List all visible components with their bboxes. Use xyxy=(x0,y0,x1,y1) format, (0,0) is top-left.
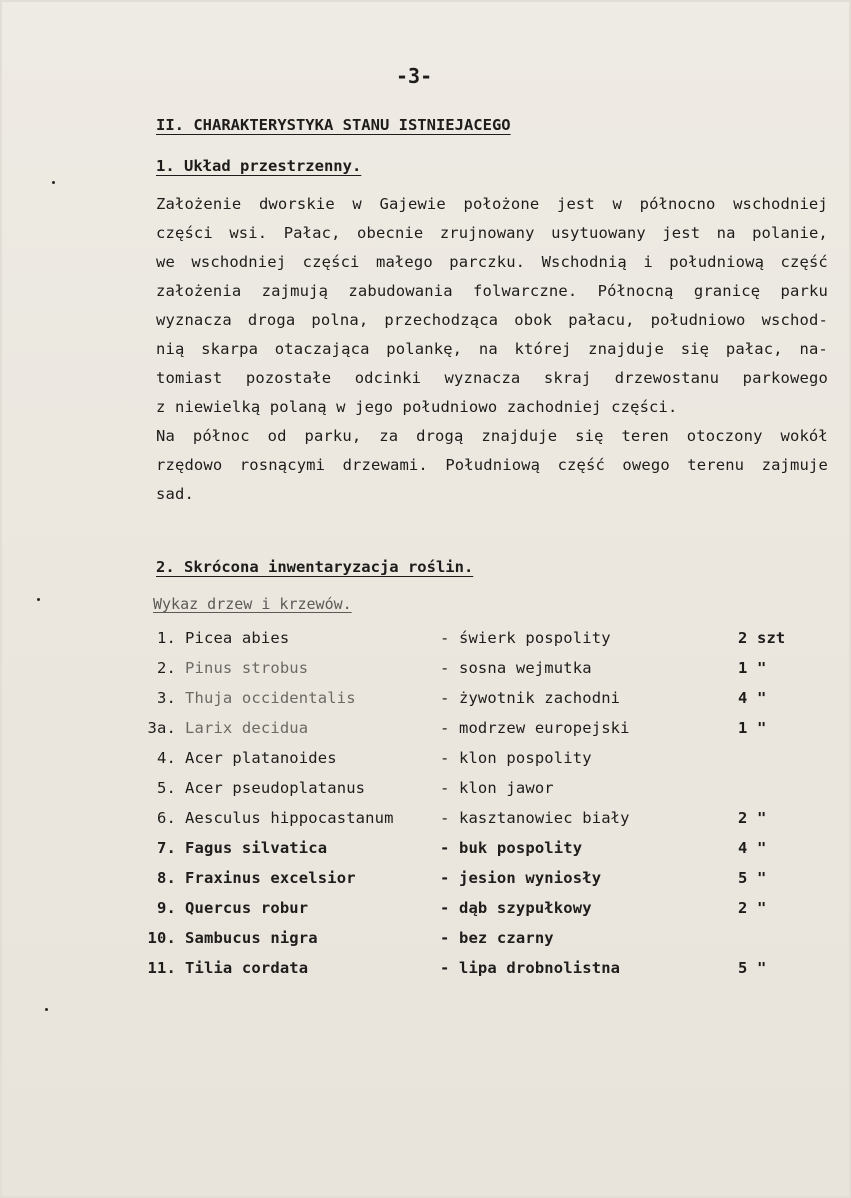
polish-name: - świerk pospolity xyxy=(440,629,611,647)
latin-name: Larix decidua xyxy=(185,719,309,737)
paragraph-line: we wschodniej części małego parczku. Wschodnią i południową część xyxy=(156,253,828,271)
item-number: 11. xyxy=(147,959,176,977)
section-heading: II. CHARAKTERYSTYKA STANU ISTNIEJACEGO xyxy=(156,116,511,134)
item-number: 9. xyxy=(157,899,176,917)
list-item xyxy=(0,803,851,833)
margin-mark xyxy=(37,598,40,601)
latin-name: Acer platanoides xyxy=(185,749,337,767)
polish-name: - klon pospolity xyxy=(440,749,592,767)
paragraph-line: części wsi. Pałac, obecnie zrujnowany usytuowany jest na polanie, xyxy=(156,224,828,242)
list-item xyxy=(0,743,851,773)
quantity: 5 " xyxy=(738,869,767,887)
paragraph-line: wyznacza droga polna, przechodząca obok pałacu, południowo wschod- xyxy=(156,311,828,329)
item-number: 10. xyxy=(147,929,176,947)
paragraph-line: Założenie dworskie w Gajewie położone jest w północno wschodniej xyxy=(156,195,828,213)
layout-paragraph xyxy=(156,190,828,509)
paragraph-line: sad. xyxy=(156,485,194,503)
polish-name: - buk pospolity xyxy=(440,839,583,857)
latin-name: Fraxinus excelsior xyxy=(185,869,356,887)
quantity: 5 " xyxy=(738,959,767,977)
list-title: Wykaz drzew i krzewów. xyxy=(153,595,352,613)
quantity: 4 " xyxy=(738,839,767,857)
latin-name: Tilia cordata xyxy=(185,959,309,977)
quantity: 2 szt xyxy=(738,629,786,647)
paragraph-line: założenia zajmują zabudowania folwarczne. Północną granicę parku xyxy=(156,282,828,300)
latin-name: Aesculus hippocastanum xyxy=(185,809,394,827)
item-number: 3. xyxy=(157,689,176,707)
list-item xyxy=(0,773,851,803)
list-item xyxy=(0,683,851,713)
list-item xyxy=(0,953,851,983)
quantity: 2 " xyxy=(738,809,767,827)
polish-name: - dąb szypułkowy xyxy=(440,899,592,917)
polish-name: - sosna wejmutka xyxy=(440,659,592,677)
paragraph-line: nią skarpa otaczająca polankę, na której znajduje się pałac, na- xyxy=(156,340,828,358)
latin-name: Sambucus nigra xyxy=(185,929,318,947)
subsection-heading-inventory: 2. Skrócona inwentaryzacja roślin. xyxy=(156,558,474,576)
item-number: 3a. xyxy=(147,719,176,737)
latin-name: Quercus robur xyxy=(185,899,309,917)
polish-name: - klon jawor xyxy=(440,779,554,797)
polish-name: - jesion wyniosły xyxy=(440,869,602,887)
latin-name: Thuja occidentalis xyxy=(185,689,356,707)
item-number: 8. xyxy=(157,869,176,887)
list-item xyxy=(0,623,851,653)
paragraph-line: tomiast pozostałe odcinki wyznacza skraj drzewostanu parkowego xyxy=(156,369,828,387)
item-number: 7. xyxy=(157,839,176,857)
list-item xyxy=(0,923,851,953)
polish-name: - kasztanowiec biały xyxy=(440,809,630,827)
item-number: 5. xyxy=(157,779,176,797)
paragraph-line: z niewielką polaną w jego południowo zachodniej części. xyxy=(156,398,678,416)
latin-name: Pinus strobus xyxy=(185,659,309,677)
paragraph-line: rzędowo rosnącymi drzewami. Południową część owego terenu zajmuje xyxy=(156,456,828,474)
polish-name: - lipa drobnolistna xyxy=(440,959,621,977)
item-number: 4. xyxy=(157,749,176,767)
polish-name: - bez czarny xyxy=(440,929,554,947)
list-item xyxy=(0,863,851,893)
plant-list xyxy=(0,623,851,983)
quantity: 1 " xyxy=(738,719,767,737)
item-number: 6. xyxy=(157,809,176,827)
latin-name: Acer pseudoplatanus xyxy=(185,779,366,797)
latin-name: Fagus silvatica xyxy=(185,839,328,857)
list-item xyxy=(0,893,851,923)
list-item xyxy=(0,713,851,743)
subsection-heading-layout: 1. Układ przestrzenny. xyxy=(156,157,362,175)
margin-mark xyxy=(52,181,55,184)
quantity: 4 " xyxy=(738,689,767,707)
item-number: 1. xyxy=(157,629,176,647)
polish-name: - żywotnik zachodni xyxy=(440,689,621,707)
list-item xyxy=(0,833,851,863)
margin-mark xyxy=(45,1008,48,1011)
latin-name: Picea abies xyxy=(185,629,290,647)
item-number: 2. xyxy=(157,659,176,677)
quantity: 1 " xyxy=(738,659,767,677)
polish-name: - modrzew europejski xyxy=(440,719,630,737)
paragraph-line: Na północ od parku, za drogą znajduje się teren otoczony wokół xyxy=(156,427,828,445)
page-number: -3- xyxy=(396,64,433,88)
quantity: 2 " xyxy=(738,899,767,917)
list-item xyxy=(0,653,851,683)
